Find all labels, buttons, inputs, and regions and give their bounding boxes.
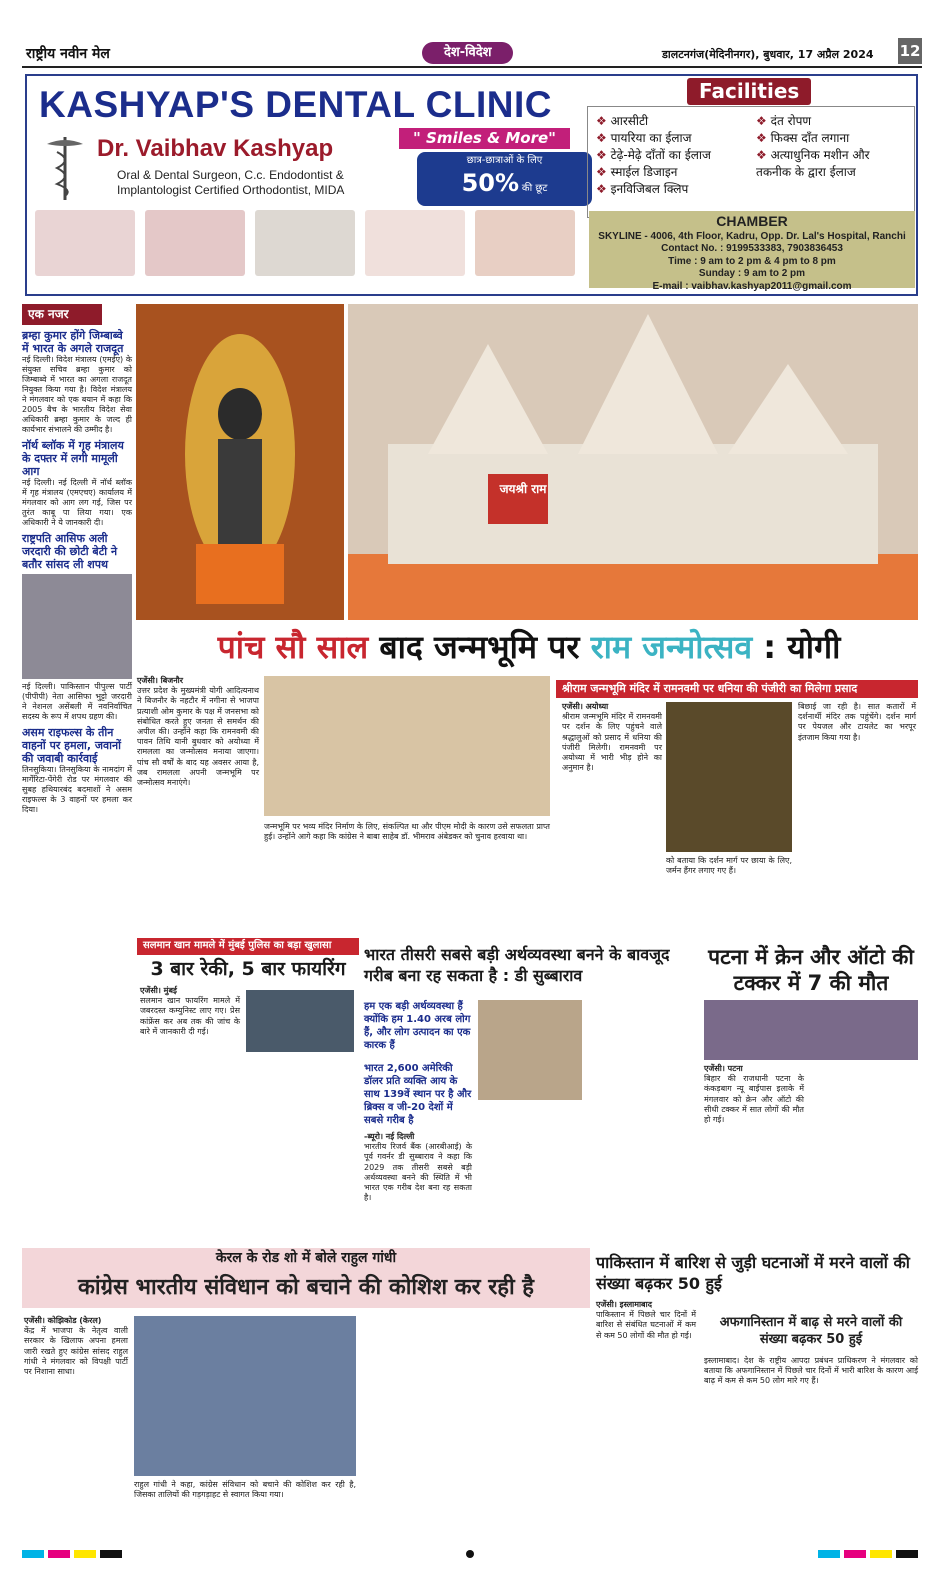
brief-body: नई दिल्ली। पाकिस्तान पीपुल्स पार्टी (पीपीपी) नेता आसिफा भुट्टो जरदारी ने नेशनल असेंबली में नवनिर्वाचित सदस्य के रूप में शपथ ग्रहण की।	[22, 682, 132, 721]
dental-clinic-ad	[25, 74, 918, 296]
offer-tail: की छूट	[521, 182, 548, 194]
ramlalla-tilak-photo	[666, 702, 792, 852]
headline-part-1: पांच सौ साल	[217, 628, 369, 666]
rahul-headline: कांग्रेस भारतीय संविधान को बचाने की कोशिश कर रही है	[77, 1275, 534, 1300]
patna-body: बिहार की राजधानी पटना के कंकड़बाग न्यू बाईपास इलाके में मंगलवार को क्रेन और ऑटो की सीधी टक्कर में सात लोगों की मौत हो गई।	[704, 1074, 804, 1125]
page-number: 12	[898, 38, 922, 64]
doctor-spec	[117, 168, 407, 198]
rahul-col-1	[24, 1316, 128, 1536]
brief-body: नई दिल्ली। विदेश मंत्रालय (एमईए) के संयुक्त सचिव ब्रम्हा कुमार को जिम्बाब्वे में भारत का अगला राजदूत नियुक्त किया गया है। विदेश मंत्रालय ने मंगलवार को एक बयान में कहा कि 2005 बैच के भारतीय विदेश सेवा अधिकारी ब्रम्हा कुमार के जल्द ही कार्यभार संभालने की उम्मीद है।	[22, 355, 132, 434]
headline-part-2: बाद जन्मभूमि पर	[379, 628, 580, 666]
prasad-caption	[666, 856, 792, 926]
brief-headline: नॉर्थ ब्लॉक में गृह मंत्रालय के दफ्तर में लगी मामूली आग	[22, 439, 124, 478]
patna-col	[704, 1064, 804, 1234]
section-label: देश-विदेश	[422, 42, 513, 64]
brief-headline: ब्रम्हा कुमार होंगे जिम्बाब्वे में भारत के अगले राजदूत	[22, 329, 124, 355]
offer-line: छात्र-छात्राओं के लिए	[466, 155, 543, 166]
rbi-pullquote-1: हम एक बड़ी अर्थव्यवस्था हैं क्योंकि हम 1.40 अरब लोग हैं, और लोग उत्पादन का एक कारक हैं	[364, 1001, 471, 1051]
chamber-sunday: Sunday : 9 am to 2 pm	[698, 268, 806, 279]
prasad-col-1	[562, 702, 662, 932]
afg-col	[704, 1356, 918, 1476]
rahul-col-2	[134, 1480, 356, 1536]
smiles-tagline: " Smiles & More"	[399, 128, 570, 149]
lead-story-col-1	[137, 676, 259, 934]
pak-byline: एजेंसी। इस्लामाबाद	[596, 1300, 652, 1309]
ram-temple-photo	[348, 304, 918, 620]
dental-photo-2	[145, 210, 245, 276]
pak-body: पाकिस्तान में पिछले चार दिनों में बारिश से संबंधित घटनाओं में कम से कम 50 लोगों की मौत हो गई।	[596, 1310, 696, 1340]
brief-photo	[22, 574, 132, 679]
lead-headline	[140, 626, 918, 668]
ad-title: KASHYAP'S DENTAL CLINIC	[39, 84, 553, 125]
facility-item: ❖ पायरिया का ईलाज	[596, 130, 711, 147]
lead-body-2: जन्मभूमि पर भव्य मंदिर निर्माण के लिए, संकल्पित था और पीएम मोदी के कारण उसे सफलता प्राप्त हुई। उन्होंने आगे कहा कि कांग्रेस ने बाबा साहेब डॉ. भीमराव अंबेडकर को चुनाव हरवाया था।	[264, 822, 550, 842]
salman-kicker: सलमान खान मामले में मुंबई पुलिस का बड़ा खुलासा	[137, 938, 359, 955]
facility-item: ❖ स्माईल डिजाइन	[596, 164, 711, 181]
facilities-title: Facilities	[687, 78, 811, 105]
offer-percent: 50%	[461, 168, 520, 197]
lead-body: उत्तर प्रदेश के मुख्यमंत्री योगी आदित्यनाथ ने बिजनौर के नहटौर में नगीना से भाजपा प्रत्याशी ओम कुमार के पक्ष में जनसभा को संबोधित करते हुए जनता से समर्थन की अपील की। उन्होंने कहा कि रामनवमी की पावन तिथि यानी बुधवार को अयोध्या में रामलला का जन्मोत्सव मनाया जाएगा। पांच सौ वर्षों के बाद यह अवसर आया है, जब रामलला अपनी जन्मभूमि पर जन्मोत्सव मनाएंगे।	[137, 686, 259, 788]
spec-line-1: Oral & Dental Surgeon, C.c. Endodontist &	[117, 168, 344, 182]
prasad-byline: एजेंसी। अयोध्या	[562, 702, 609, 711]
masthead	[22, 38, 922, 68]
rahul-roadshow-photo	[134, 1316, 356, 1476]
chamber-contact: Contact No. : 9199533383, 7903836453	[661, 243, 843, 254]
salman-byline: एजेंसी। मुंबई	[140, 986, 177, 995]
doctor-name: Dr. Vaibhav Kashyap	[97, 135, 334, 162]
chamber-time: Time : 9 am to 2 pm & 4 pm to 8 pm	[668, 255, 836, 267]
discount-badge	[417, 152, 592, 206]
facilities-box	[587, 106, 915, 218]
salman-headline: 3 बार रेकी, 5 बार फायरिंग	[150, 958, 346, 980]
prasad-col-3	[798, 702, 916, 932]
prasad-headline: श्रीराम जन्मभूमि मंदिर में रामनवमी पर धनिया की पंजीरी का मिलेगा प्रसाद	[556, 680, 918, 698]
subbarao-photo	[478, 1000, 582, 1100]
afg-body: इस्लामाबाद। देश के राष्ट्रीय आपदा प्रबंधन प्राधिकरण ने मंगलवार को बताया कि अफगानिस्तान में पिछले चार दिनों में भारी बारिश के कारण आई बाढ़ में कम से कम 50 लोग मारे गए हैं।	[704, 1356, 918, 1386]
rbi-body: भारतीय रिजर्व बैंक (आरबीआई) के पूर्व गवर्नर डी सुब्बाराव ने कहा कि 2029 तक तीसरी सबसे बड़ी अर्थव्यवस्था बनने की स्थिति में भी भारत एक गरीब देश बना रह सकता है।	[364, 1142, 472, 1203]
brief-body: तिनसुकिया। तिनसुकिया के नामदांग में मार्गेरिटा-पेंगेरी रोड पर मंगलवार की सुबह हथियारबंद बदमाशों ने असम राइफल्स के 3 वाहनों पर हमला कर दिया।	[22, 765, 132, 814]
headline-part-3: राम जन्मोत्सव	[590, 628, 753, 666]
rally-photo	[264, 676, 550, 816]
dental-photo-3	[255, 210, 355, 276]
chamber-box	[589, 211, 915, 292]
rbi-byline: -ब्यूरो। नई दिल्ली	[364, 1132, 415, 1141]
temple-sign: जयश्री राम	[499, 482, 547, 496]
dateline: डालटनगंज(मेदिनीनगर), बुधवार, 17 अप्रैल 2024	[662, 48, 874, 61]
facility-item: ❖ अत्याधुनिक मशीन और तकनीक के द्वारा ईलाज	[756, 147, 906, 181]
pak-headline: पाकिस्तान में बारिश से जुड़ी घटनाओं में मरने वालों की संख्या बढ़कर 50 हुई	[596, 1253, 910, 1293]
afg-headline: अफगानिस्तान में बाढ़ से मरने वालों की संख्या बढ़कर 50 हुई	[719, 1315, 903, 1347]
caduceus-icon	[45, 132, 85, 202]
facility-item: ❖ आरसीटी	[596, 113, 711, 130]
facility-item: ❖ फिक्स दाँत लगाना	[756, 130, 906, 147]
paper-name: राष्ट्रीय नवीन मेल	[26, 46, 110, 62]
chamber-email: E-mail : vaibhav.kashyap2011@gmail.com	[652, 280, 852, 292]
patna-byline: एजेंसी। पटना	[704, 1064, 743, 1073]
lead-byline: एजेंसी। बिजनौर	[137, 676, 184, 685]
dental-photo-4	[365, 210, 465, 276]
facility-item: ❖ इनविजिबल क्लिप	[596, 181, 711, 198]
rbi-pullquote-2: भारत 2,600 अमेरिकी डॉलर प्रति व्यक्ति आय के साथ 139वें स्थान पर है और ब्रिक्स व जी-20 देशों में सबसे गरीब है	[364, 1063, 472, 1126]
pak-col	[596, 1300, 696, 1400]
rahul-body: केंद्र में भाजपा के नेतृत्व वाली सरकार के खिलाफ अपना हमला जारी रखते हुए कांग्रेस सांसद राहुल गांधी ने मंगलवार को विपक्षी पार्टी पर निशाना साधा।	[24, 1326, 128, 1377]
facilities-left	[596, 113, 711, 198]
headline-part-4: : योगी	[763, 628, 841, 666]
lead-story-col-2	[264, 822, 550, 932]
salman-col	[140, 986, 240, 1236]
prasad-body: श्रीराम जन्मभूमि मंदिर में रामनवमी पर दर्शन के लिए पहुंचने वाले श्रद्धालुओं को प्रसाद में धनिया की पंजीरी मिलेगी। रामनवमी पर अयोध्या में भारी भीड़ होने का अनुमान है।	[562, 712, 662, 773]
sidebar-label: एक नजर	[22, 304, 102, 325]
patna-headline: पटना में क्रेन और ऑटो की टक्कर में 7 की मौत	[708, 945, 914, 995]
spec-line-2: Implantologist Certified Orthodontist, MIDA	[117, 183, 345, 197]
brief-headline: असम राइफल्स के तीन वाहनों पर हमला, जवानों की जवाबी कार्रवाई	[22, 726, 121, 765]
facility-item: ❖ टेढ़े-मेढ़े दाँतों का ईलाज	[596, 147, 711, 164]
color-registration-bar	[22, 1550, 918, 1560]
ramlalla-photo	[136, 304, 344, 620]
facility-item: ❖ दंत रोपण	[756, 113, 906, 130]
brief-body: नई दिल्ली। नई दिल्ली में नॉर्थ ब्लॉक में गृह मंत्रालय (एमएचए) कार्यालय में मंगलवार को आग लग गई, जिस पर तुरंत काबू पा लिया गया। एक अधिकारी ने ये जानकारी दी।	[22, 478, 132, 527]
dental-photo-5	[475, 210, 575, 276]
dental-photo-1	[35, 210, 135, 276]
salman-photo	[246, 990, 354, 1052]
rahul-byline: एजेंसी। कोझिकोड (केरल)	[24, 1316, 102, 1325]
rbi-headline: भारत तीसरी सबसे बड़ी अर्थव्यवस्था बनने के बावजूद गरीब बना रह सकता है : डी सुब्बाराव	[364, 945, 670, 985]
facilities-right	[756, 113, 906, 181]
rahul-body-2: राहुल गांधी ने कहा, कांग्रेस संविधान को बचाने की कोशिश कर रही है, जिसका तालियों की गड़गड़ाहट से स्वागत किया गया।	[134, 1480, 356, 1500]
prasad-body-2: बिछाई जा रही है। सात कतारों में दर्शनार्थी मंदिर तक पहुंचेंगे। दर्शन मार्ग पर पेयजल और टायलेट का भरपूर इंतजाम किया गया है।	[798, 702, 916, 742]
accident-photo	[704, 1000, 918, 1060]
rbi-col-1	[364, 1132, 472, 1236]
chamber-title: CHAMBER	[716, 213, 788, 229]
chamber-address: SKYLINE - 4006, 4th Floor, Kadru, Opp. Dr. Lal's Hospital, Ranchi	[598, 230, 906, 242]
caption-text: को बताया कि दर्शन मार्ग पर छाया के लिए, जर्मन हैंगर लगाए गए हैं।	[666, 856, 792, 876]
salman-body: सलमान खान फायरिंग मामले में जबरदस्त कम्युनिस्ट लाए गए। प्रेस कांफ्रेंस कर अब तक की जांच के बारे में जानकारी दी गई।	[140, 996, 240, 1036]
rahul-kicker: केरल के रोड शो में बोले राहुल गांधी	[215, 1250, 397, 1266]
brief-headline: राष्ट्रपति आसिफ अली जरदारी की छोटी बेटी ने बतौर सांसद ली शपथ	[22, 532, 118, 571]
